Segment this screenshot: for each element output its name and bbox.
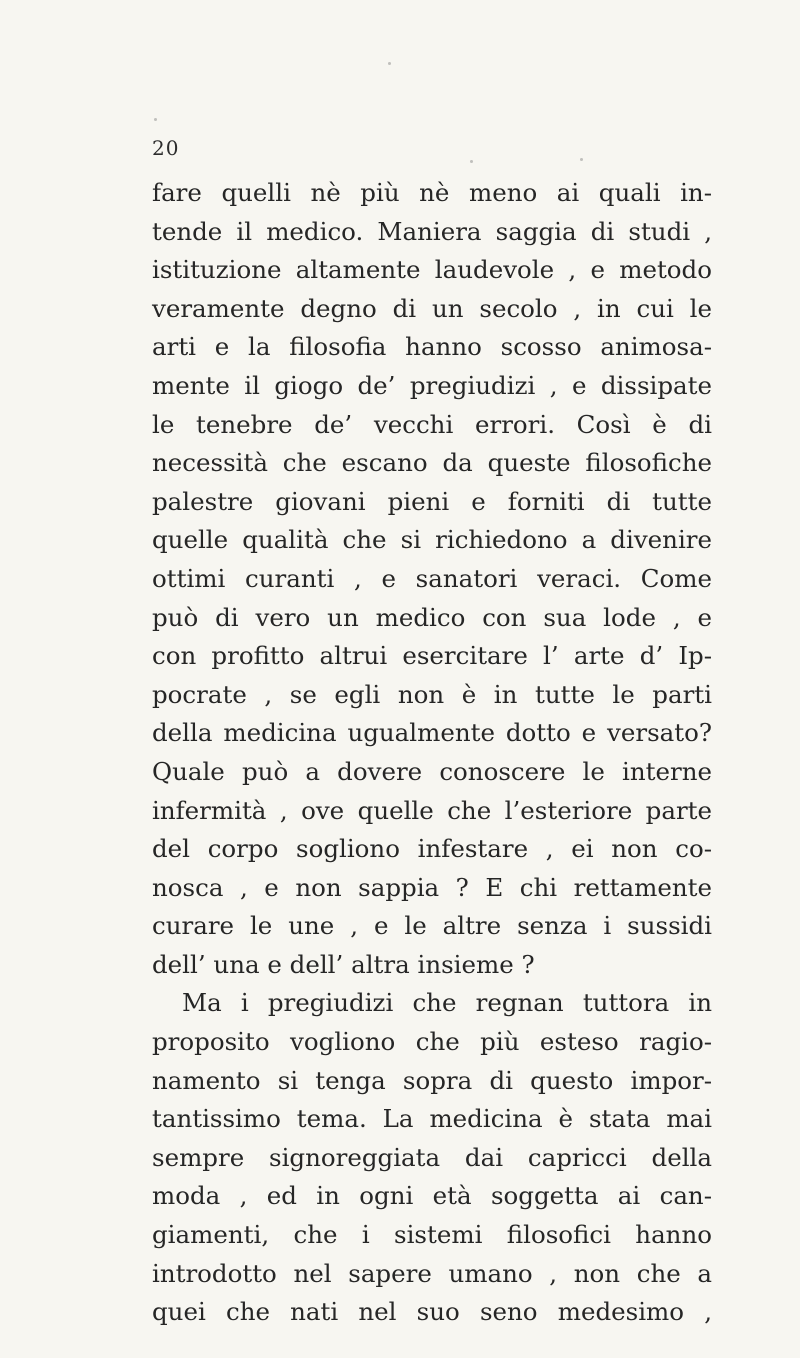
text-line: tantissimo tema. La medicina è stata mai — [152, 1104, 712, 1134]
paper-speck — [470, 160, 473, 163]
paper-speck — [388, 62, 391, 65]
text-line: veramente degno di un secolo , in cui le — [152, 293, 712, 323]
text-line: Quale può a dovere conoscere le interne — [152, 756, 712, 786]
paper-speck — [154, 118, 157, 121]
text-line: introdotto nel sapere umano , non che a — [152, 1258, 712, 1288]
text-line: del corpo sogliono infestare , ei non co- — [152, 834, 712, 864]
text-line: le tenebre de’ vecchi errori. Così è di — [152, 409, 712, 439]
text-line: fare quelli nè più nè meno ai quali in- — [152, 178, 712, 207]
text-line: palestre giovani pieni e forniti di tutte — [152, 486, 712, 516]
text-line: necessità che escano da queste filosofiche — [152, 448, 712, 478]
text-line: pocrate , se egli non è in tutte le parti — [152, 679, 712, 709]
text-line: quelle qualità che si richiedono a divenire — [152, 525, 712, 555]
text-line: con profitto altrui esercitare l’ arte d’ Ip- — [152, 641, 712, 671]
text-line: giamenti, che i sistemi filosofici hanno — [152, 1220, 712, 1250]
text-line: namento si tenga sopra di questo impor- — [152, 1065, 712, 1095]
text-line: curare le une , e le altre senza i sussidi — [152, 911, 712, 941]
text-line: proposito vogliono che più esteso ragio- — [152, 1027, 712, 1057]
text-line: dell’ una e dell’ altra insieme ? — [152, 949, 535, 979]
body-text — [152, 174, 712, 1332]
text-line: infermità , ove quelle che l’esteriore parte — [152, 795, 712, 825]
text-line: ottimi curanti , e sanatori veraci. Come — [152, 563, 712, 593]
text-line: mente il giogo de’ pregiudizi , e dissipate — [152, 370, 712, 400]
text-line: Ma i pregiudizi che regnan tuttora in — [182, 988, 712, 1018]
paper-speck — [580, 158, 583, 161]
text-line: può di vero un medico con sua lode , e — [152, 602, 712, 632]
text-line: sempre signoreggiata dai capricci della — [152, 1142, 712, 1172]
text-line: istituzione altamente laudevole , e metodo — [152, 255, 712, 285]
page-number: 20 — [152, 136, 180, 160]
text-line: quei che nati nel suo seno medesimo , — [152, 1297, 712, 1327]
text-line: moda , ed in ogni età soggetta ai can- — [152, 1181, 712, 1211]
text-line: della medicina ugualmente dotto e versato? — [152, 718, 712, 748]
text-line: nosca , e non sappia ? E chi rettamente — [152, 872, 712, 902]
text-line: arti e la filosofia hanno scosso animosa- — [152, 332, 712, 362]
text-line: tende il medico. Maniera saggia di studi , — [152, 216, 712, 246]
